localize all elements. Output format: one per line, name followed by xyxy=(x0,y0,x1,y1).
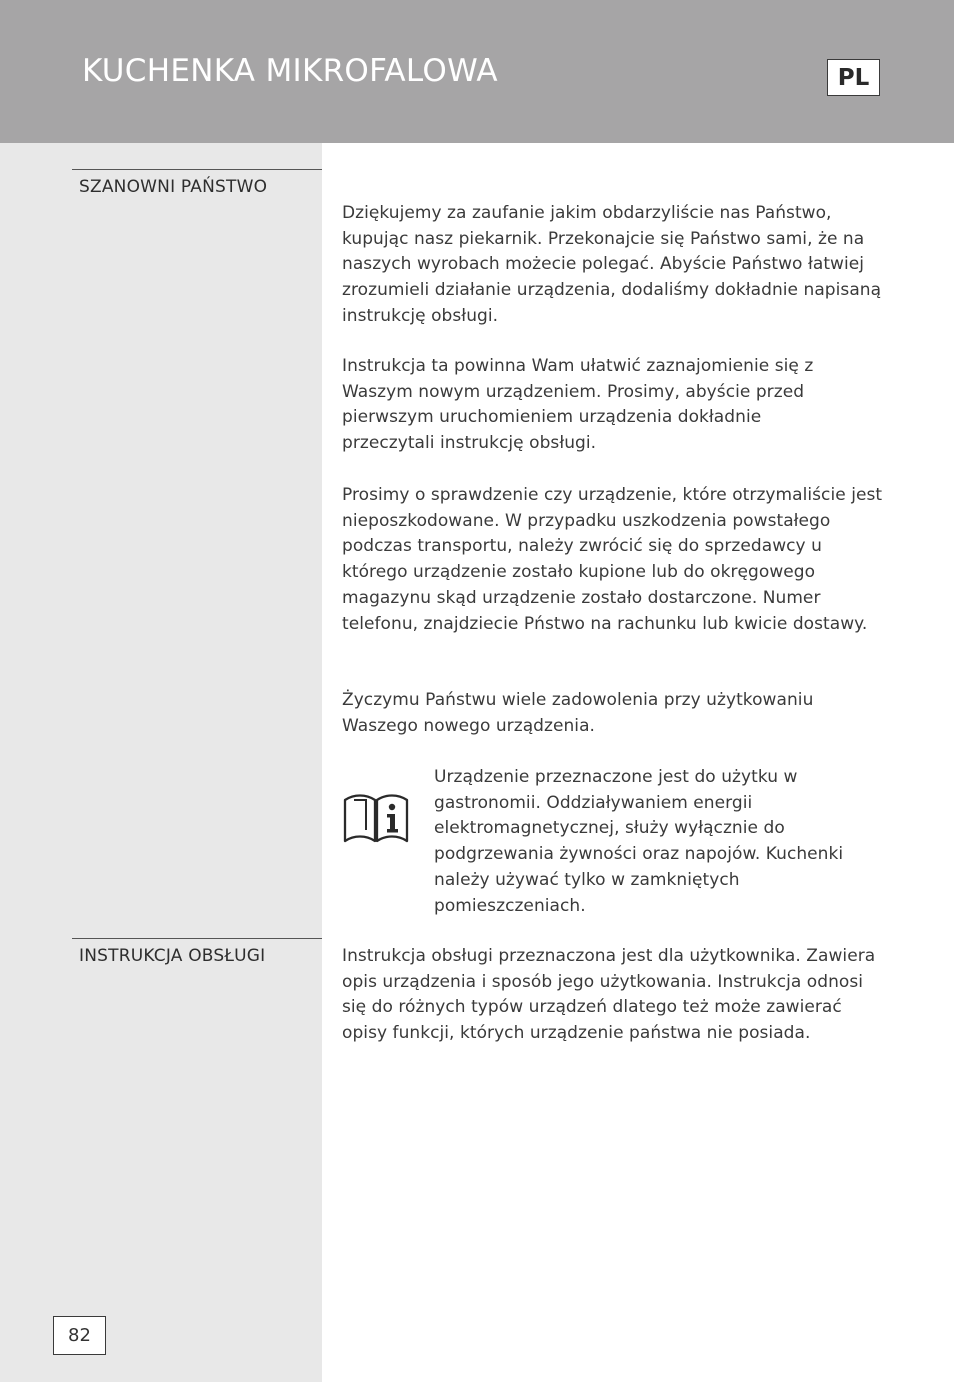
page-number: 82 xyxy=(53,1316,106,1355)
welcome-paragraph-1: Dziękujemy za zaufanie jakim obdarzyliście nas Państwo, kupując nasz piekarnik. Przekonajcie się Państwo sami, że na naszych wyrobach możecie polegać. Abyście Państwo łatwiej zrozumieli działanie urządzenia, dodaliśmy dokładnie napisaną instrukcję obsługi. xyxy=(342,203,882,326)
section-heading-welcome: SZANOWNI PAŃSTWO xyxy=(79,177,268,197)
welcome-paragraph-4: Życzymu Państwu wiele zadowolenia przy użytkowaniu Waszego nowego urządzenia. xyxy=(342,690,814,736)
page-header xyxy=(0,0,954,143)
section-divider xyxy=(72,169,322,170)
welcome-paragraph-2: Instrukcja ta powinna Wam ułatwić zaznajomienie się z Waszym nowym urządzeniem. Prosimy, abyście przed pierwszym uruchomieniem urządzenia dokładnie przeczytali instrukcję obsługi. xyxy=(342,356,814,454)
section-heading-manual: INSTRUKCJA OBSŁUGI xyxy=(79,946,266,966)
info-note-text: Urządzenie przeznaczone jest do użytku w gastronomii. Oddziaływaniem energii elektromagnetycznej, służy wyłącznie do podgrzewania żywności oraz napojów. Kuchenki należy używać tylko w zamkniętych pomieszczeniach. xyxy=(434,767,844,916)
page-title: KUCHENKA MIKROFALOWA xyxy=(82,53,498,89)
welcome-paragraph-3: Prosimy o sprawdzenie czy urządzenie, które otrzymaliście jest nieposzkodowane. W przypadku uszkodzenia powstałego podczas transportu, należy zwrócić się do sprzedawcy u którego urządzenie zostało kupione lub do okręgowego magazynu skąd urządzenie zostało dostarczone. Numer telefonu, znajdziecie Pństwo na rachunku lub kwicie dostawy. xyxy=(342,485,883,634)
manual-info-icon xyxy=(342,793,410,845)
language-badge: PL xyxy=(827,59,880,96)
section-divider xyxy=(72,938,322,939)
sidebar-panel xyxy=(0,143,322,1382)
manual-paragraph-1: Instrukcja obsługi przeznaczona jest dla użytkownika. Zawiera opis urządzenia i sposób jego użytkowania. Instrukcja odnosi się do różnych typów urządzeń dlatego też może zawierać opisy funkcji, których urządzenie państwa nie posiada. xyxy=(342,946,876,1044)
